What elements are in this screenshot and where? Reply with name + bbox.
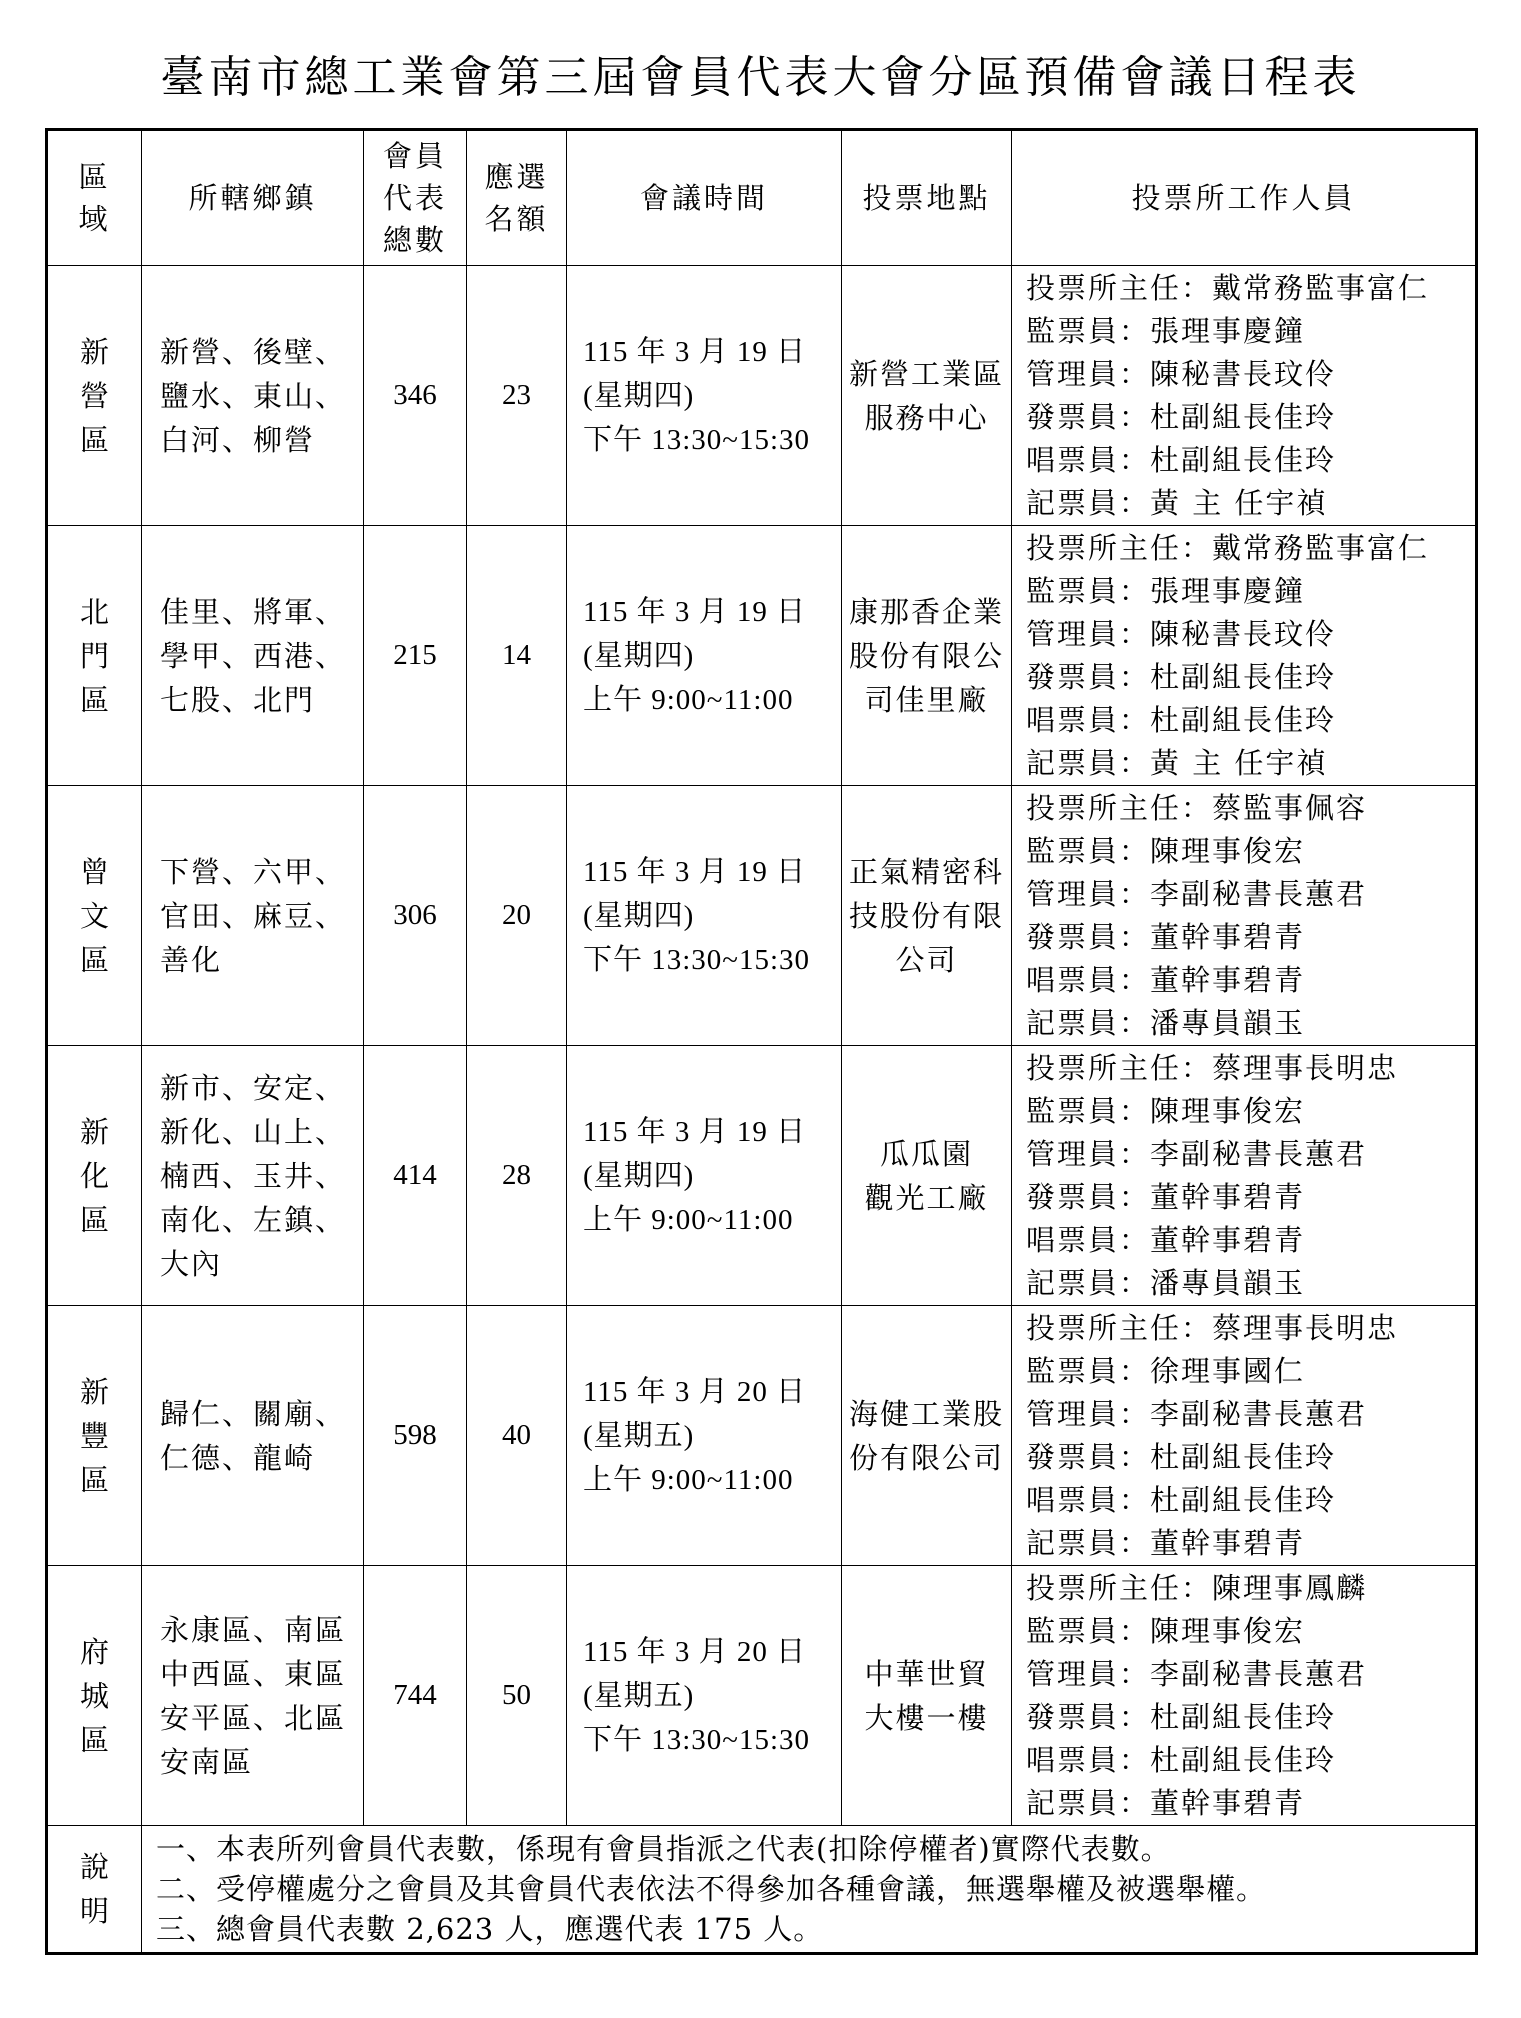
towns-cell [142,786,364,1046]
venue-line: 公司 [895,942,958,977]
staff-line: 唱票員：杜副組長佳玲 [1026,1482,1337,1517]
region-char: 新 [79,1374,109,1409]
staff-line: 投票所主任：戴常務監事富仁 [1026,270,1430,305]
staff-cell [1012,266,1477,526]
region-char: 區 [79,682,109,717]
meeting-time-cell [567,266,842,526]
staff-cell [1012,1306,1477,1566]
towns-cell [142,1046,364,1306]
header-time: 會議時間 [567,130,842,266]
staff-line: 發票員：董幹事碧青 [1026,919,1306,954]
table-row [47,526,1477,786]
members-count: 306 [364,786,467,1046]
towns-line: 學甲、西港、 [160,638,347,673]
members-count: 598 [364,1306,467,1566]
towns-line: 楠西、玉井、 [160,1158,347,1193]
region-char: 北 [79,594,109,629]
towns-line: 下營、六甲、 [160,854,347,889]
staff-line: 記票員：董幹事碧青 [1026,1785,1306,1820]
quota-count: 40 [467,1306,567,1566]
staff-line: 唱票員：杜副組長佳玲 [1026,702,1337,737]
venue-line: 中華世貿 [864,1656,989,1691]
quota-count: 14 [467,526,567,786]
note-line: 三、總會員代表數 2,623 人，應選代表 175 人。 [156,1912,824,1946]
staff-line: 管理員：李副秘書長蕙君 [1026,1396,1368,1431]
staff-line: 發票員：董幹事碧青 [1026,1179,1306,1214]
meeting-time-line: (星期四) [583,639,695,672]
members-count: 346 [364,266,467,526]
meeting-time-cell [567,1566,842,1826]
header-members-line: 代表 [382,181,447,215]
staff-line: 監票員：陳理事俊宏 [1026,1613,1306,1648]
notes-label [47,1826,142,1954]
meeting-time-line: 115 年 3 月 19 日 [583,595,807,628]
region-char: 府 [79,1634,109,1669]
towns-line: 官田、麻豆、 [160,898,347,933]
header-venue: 投票地點 [842,130,1012,266]
towns-line: 鹽水、東山、 [160,378,347,413]
meeting-time-line: (星期四) [583,1159,695,1192]
venue-line: 觀光工廠 [864,1180,989,1215]
header-row [47,130,1477,266]
venue-line: 股份有限公 [848,638,1004,673]
towns-line: 新市、安定、 [160,1070,347,1105]
venue-cell [842,1306,1012,1566]
region-cell [47,1306,142,1566]
towns-line: 中西區、東區 [160,1656,347,1691]
venue-line: 份有限公司 [848,1440,1004,1475]
towns-line: 佳里、將軍、 [160,594,347,629]
staff-cell [1012,786,1477,1046]
header-region-line: 域 [78,202,111,236]
towns-line: 白河、柳營 [160,422,316,457]
staff-line: 投票所主任：蔡理事長明忠 [1026,1050,1399,1085]
region-char: 豐 [79,1418,109,1453]
region-cell [47,1566,142,1826]
meeting-time-line: 上午 9:00~11:00 [583,683,794,716]
venue-line: 司佳里廠 [864,682,989,717]
quota-count: 50 [467,1566,567,1826]
meeting-time-line: 115 年 3 月 19 日 [583,855,807,888]
region-char: 區 [79,1462,109,1497]
region-char: 化 [79,1158,109,1193]
meeting-time-cell [567,526,842,786]
region-cell [47,266,142,526]
meeting-time-line: (星期五) [583,1419,695,1452]
table-row [47,266,1477,526]
venue-line: 大樓一樓 [864,1700,989,1735]
meeting-time-line: (星期四) [583,379,695,412]
staff-line: 管理員：陳秘書長玟伶 [1026,356,1337,391]
region-char: 曾 [79,854,109,889]
table-row [47,786,1477,1046]
staff-line: 管理員：李副秘書長蕙君 [1026,1136,1368,1171]
towns-cell [142,1306,364,1566]
staff-line: 監票員：陳理事俊宏 [1026,833,1306,868]
staff-line: 投票所主任：蔡理事長明忠 [1026,1310,1399,1345]
meeting-time-line: 下午 13:30~15:30 [583,943,811,976]
staff-line: 管理員：李副秘書長蕙君 [1026,1656,1368,1691]
towns-line: 安平區、北區 [160,1700,347,1735]
header-quota-line: 應選 [484,160,549,194]
region-char: 區 [79,422,109,457]
meeting-time-line: 下午 13:30~15:30 [583,1723,811,1756]
staff-line: 記票員：董幹事碧青 [1026,1525,1306,1560]
staff-line: 管理員：陳秘書長玟伶 [1026,616,1337,651]
quota-count: 28 [467,1046,567,1306]
towns-line: 新化、山上、 [160,1114,347,1149]
venue-line: 海健工業股 [848,1396,1004,1431]
header-region [47,130,142,266]
venue-line: 技股份有限 [848,898,1004,933]
towns-line: 仁德、龍崎 [160,1440,316,1475]
venue-line: 瓜瓜園 [879,1136,973,1171]
towns-line: 歸仁、關廟、 [160,1396,347,1431]
staff-line: 投票所主任：蔡監事佩容 [1026,790,1368,825]
towns-cell [142,1566,364,1826]
region-cell [47,526,142,786]
notes-label-char: 說 [79,1850,109,1884]
staff-line: 唱票員：杜副組長佳玲 [1026,442,1337,477]
header-members-line: 總數 [382,223,447,257]
header-staff: 投票所工作人員 [1012,130,1477,266]
staff-line: 監票員：張理事慶鐘 [1026,573,1306,608]
towns-line: 新營、後壁、 [160,334,347,369]
table-row [47,1566,1477,1826]
staff-line: 監票員：張理事慶鐘 [1026,313,1306,348]
table-row [47,1306,1477,1566]
staff-line: 發票員：杜副組長佳玲 [1026,399,1337,434]
quota-count: 23 [467,266,567,526]
header-members [364,130,467,266]
meeting-time-line: (星期四) [583,899,695,932]
venue-line: 正氣精密科 [848,854,1004,889]
staff-cell [1012,1566,1477,1826]
meeting-time-line: 115 年 3 月 19 日 [583,335,807,368]
meeting-time-line: 上午 9:00~11:00 [583,1203,794,1236]
towns-line: 安南區 [160,1744,254,1779]
staff-line: 投票所主任：戴常務監事富仁 [1026,530,1430,565]
meeting-time-cell [567,1046,842,1306]
towns-cell [142,266,364,526]
meeting-time-line: 115 年 3 月 20 日 [583,1375,807,1408]
region-char: 新 [79,334,109,369]
venue-line: 康那香企業 [848,594,1004,629]
page-title: 臺南市總工業會第三屆會員代表大會分區預備會議日程表 [160,52,1361,103]
region-char: 文 [79,898,109,933]
quota-count: 20 [467,786,567,1046]
meeting-time-line: 上午 9:00~11:00 [583,1463,794,1496]
notes-content [142,1826,1477,1954]
members-count: 215 [364,526,467,786]
region-char: 新 [79,1114,109,1149]
staff-line: 監票員：徐理事國仁 [1026,1353,1306,1388]
towns-line: 善化 [160,942,223,977]
staff-line: 唱票員：董幹事碧青 [1026,962,1306,997]
members-count: 744 [364,1566,467,1826]
staff-line: 記票員：潘專員韻玉 [1026,1265,1306,1300]
staff-line: 記票員：黃 主 任宇禎 [1026,485,1328,520]
staff-line: 發票員：杜副組長佳玲 [1026,1699,1337,1734]
region-cell [47,1046,142,1306]
region-char: 區 [79,942,109,977]
schedule-table [45,128,1478,1955]
meeting-time-line: 下午 13:30~15:30 [583,423,811,456]
venue-line: 服務中心 [864,400,989,435]
venue-cell [842,1566,1012,1826]
note-line: 二、受停權處分之會員及其會員代表依法不得參加各種會議，無選舉權及被選舉權。 [156,1872,1267,1906]
staff-cell [1012,526,1477,786]
region-char: 營 [79,378,109,413]
venue-line: 新營工業區 [848,356,1004,391]
staff-line: 管理員：李副秘書長蕙君 [1026,876,1368,911]
members-count: 414 [364,1046,467,1306]
region-char: 區 [79,1202,109,1237]
venue-cell [842,786,1012,1046]
header-region-line: 區 [78,160,111,194]
meeting-time-cell [567,1306,842,1566]
region-char: 區 [79,1722,109,1757]
staff-line: 記票員：潘專員韻玉 [1026,1005,1306,1040]
region-cell [47,786,142,1046]
meeting-time-line: 115 年 3 月 19 日 [583,1115,807,1148]
note-line: 一、本表所列會員代表數，係現有會員指派之代表(扣除停權者)實際代表數。 [156,1832,1171,1866]
region-char: 城 [79,1678,109,1713]
notes-label-char: 明 [79,1894,109,1928]
notes-row [47,1826,1477,1954]
staff-line: 記票員：黃 主 任宇禎 [1026,745,1328,780]
towns-line: 南化、左鎮、 [160,1202,347,1237]
towns-line: 大內 [160,1246,223,1281]
staff-line: 投票所主任：陳理事鳳麟 [1026,1570,1368,1605]
staff-line: 發票員：杜副組長佳玲 [1026,1439,1337,1474]
staff-cell [1012,1046,1477,1306]
towns-cell [142,526,364,786]
venue-cell [842,526,1012,786]
towns-line: 永康區、南區 [160,1612,347,1647]
meeting-time-line: (星期五) [583,1679,695,1712]
header-towns: 所轄鄉鎮 [142,130,364,266]
venue-cell [842,1046,1012,1306]
staff-line: 發票員：杜副組長佳玲 [1026,659,1337,694]
towns-line: 七股、北門 [160,682,316,717]
header-members-line: 會員 [382,139,447,173]
staff-line: 唱票員：董幹事碧青 [1026,1222,1306,1257]
venue-cell [842,266,1012,526]
table-row [47,1046,1477,1306]
staff-line: 唱票員：杜副組長佳玲 [1026,1742,1337,1777]
region-char: 門 [79,638,109,673]
staff-line: 監票員：陳理事俊宏 [1026,1093,1306,1128]
meeting-time-cell [567,786,842,1046]
header-quota [467,130,567,266]
header-quota-line: 名額 [484,202,549,236]
meeting-time-line: 115 年 3 月 20 日 [583,1635,807,1668]
